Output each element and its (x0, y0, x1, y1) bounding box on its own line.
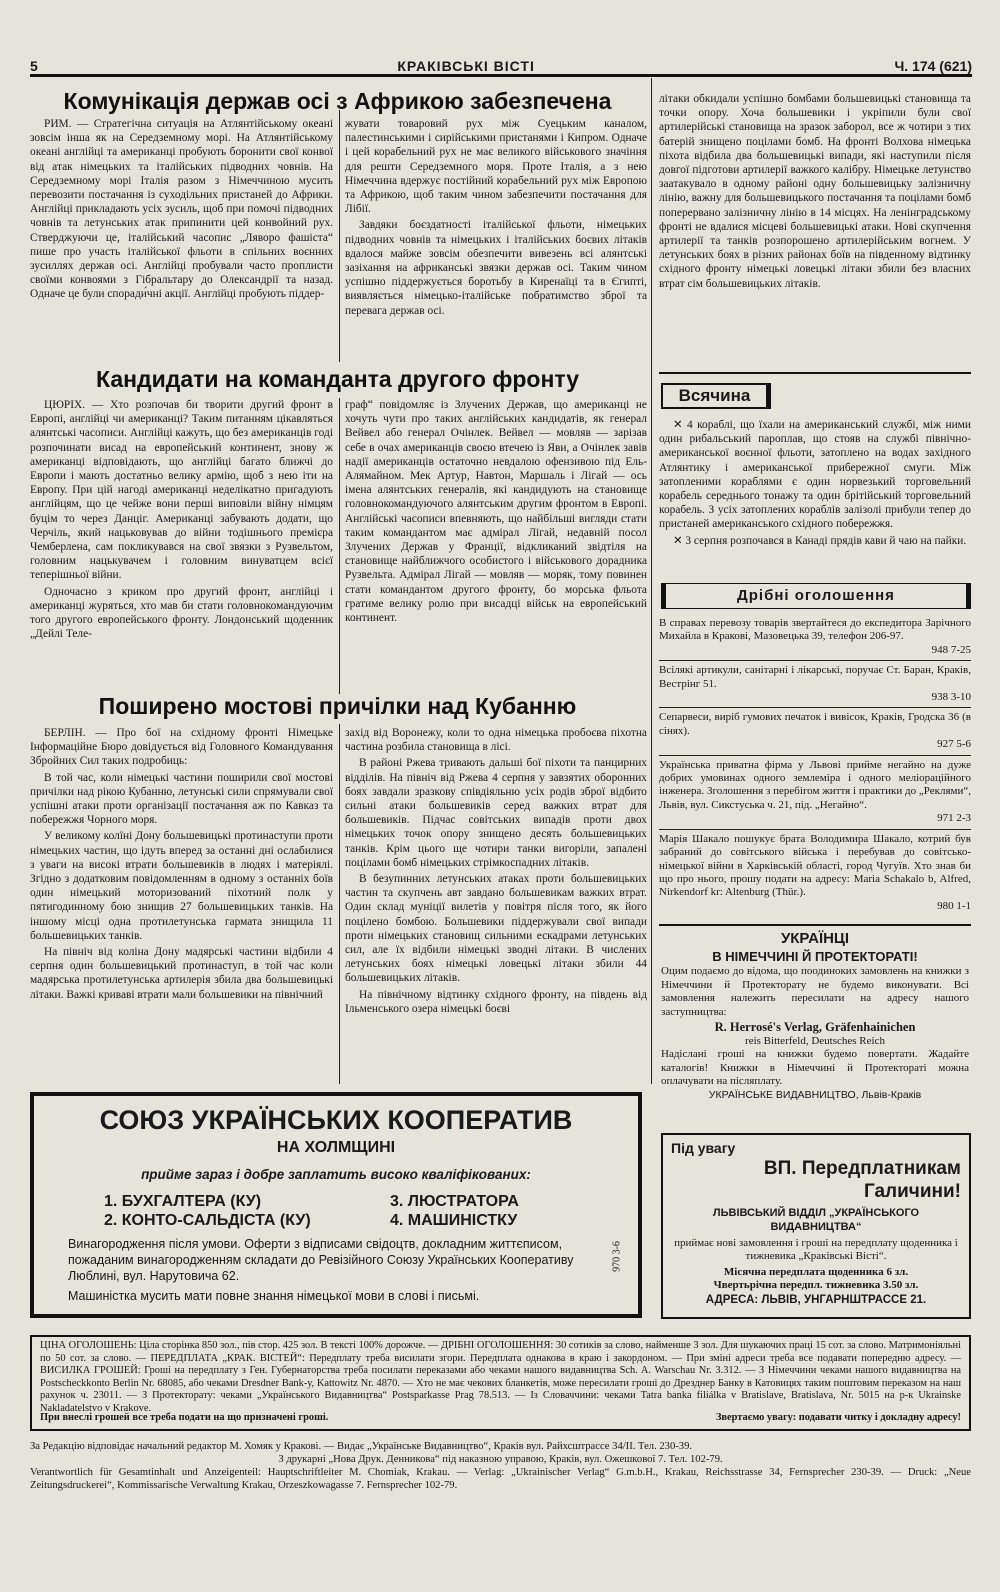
article-text: жувати товаровий рух між Суецьким каналом, палестинськими і сирійськими пристанями і Кипром. Одначе і цей корабельний рух не має великого військового значіння для решти Середземного моря. Проте Італія, а з нею Німеччина вдержує постійний корабельний рух між Европою та Африкою, щоб таким чином забезпечити постачання для Лібії. (345, 118, 647, 216)
ad-body: приймає нові замовлення і гроші на передплату щоденника і тижневика „Краківські Вісті“. (674, 1237, 958, 1262)
classified-ad (659, 708, 971, 755)
classifieds-title: Дрібні оголошення (737, 587, 895, 604)
footer-line: Verantwortlich für Gesamtinhalt und Anzeigenteil: Hauptschriftleiter M. Chomiak, Krakau. — Verlag: „Ukrainischer Verlag“ G.m.b.H., Krakau, Reichsstrasse 34, Fernsprecher 230-39. — Druck: „Neue Zeitungsdruckerei“, Kommissarische Verwaltung Krakau, Orzeszkowagasse 7. Fernsprecher 102-79. (30, 1467, 971, 1491)
article-text: БЕРЛІН. — Про бої на східному фронті Німецьке Інформаційне Бюро довідується від Головного Командування Збройних Сил таких подробиць: (30, 727, 333, 768)
ad-subtitle: НА ХОЛМЩИНІ (276, 1139, 396, 1156)
job-position: 1. БУХГАЛТЕРА (КУ) (104, 1193, 262, 1210)
article-text: Завдяки боєздатності італійської фльоти, німецьких підводних човнів та німецьких і італійських боєвих літаків вдалося майже зовсім обезпечити вивезень всі алянтські зазіхання на африканські звязки держав осі. Таким чином успішно піддержується боротьбу в Киренаїці та в Єгипті, виявляється німецько-італійське побратимство зброї та перевага держав осі. (345, 219, 647, 317)
misc-item: ✕ 3 серпня розпочався в Канаді прядів кави й чаю на пайки. (673, 534, 967, 547)
ad-text: Марія Шакало пошукує брата Володимира Шакало, котрий був забраний до совітського війська і перебував до совітсько-німецької війни в Харківській області, город Чугуїв. Хто знав би що про нього, прошу подати на адресу: Maria Schakalo b, Alfred, Nirkendorf kr: Altenburg (Thür.). (659, 832, 971, 899)
article-text: У великому колїні Дону большевицькі протинаступи проти німецьких частин, що ідуть вперед за останні дні ослабилися з уваги на високі втрати большевиків в людях і матеріялі. Згідно з додатковим повідомленням в одному з останніх боїв один німецький моторизований піхотний полк у пятигодинному бою знищив 27 большевицьких танків. На іншому місці одна протилетунська гармата знищила 11 большевицьких танків. (30, 830, 333, 942)
column-rule (339, 110, 340, 362)
ad-title: СОЮЗ УКРАЇНСЬКИХ КООПЕРАТИВ (99, 1105, 573, 1135)
footer (30, 1440, 971, 1492)
ad-ref: 927 5-6 (937, 738, 971, 751)
ad-ref: 970 3-6 (611, 1241, 623, 1272)
section-rule (659, 372, 971, 374)
job-position: 2. КОНТО-САЛЬДІСТА (КУ) (104, 1212, 311, 1229)
ad-publisher: R. Herrosé's Verlag, Gräfenhainichen (714, 1020, 916, 1034)
section-rule (659, 924, 971, 926)
ad-org: ЛЬВІВСЬКИЙ ВІДДІЛ „УКРАЇНСЬКОГО ВИДАВНИЦТВА“ (712, 1207, 920, 1233)
prices-note-right: Звертаємо увагу: подавати читку і докладну адресу! (715, 1412, 961, 1424)
ad-ref: 980 1-1 (937, 899, 971, 912)
ad-text: Всілякі артикули, санітарні і лікарські, поручає Ст. Баран, Краків, Вестрінг 51. (659, 664, 971, 690)
job-position: 4. МАШИНІСТКУ (390, 1212, 518, 1229)
ad-heading: Галичини! (863, 1181, 961, 1202)
misc-item: ✕ 4 кораблі, що їхали на американський службі, між ними один рибальський пароплав, що стояв на службі північно-американської воєнної фльоти, затоплено на водах західного Атлянтику і американської прибережної смуги. Між затопленими кораблями є один норвезький торговельний корабель середнього тонажу та один брітійський торговельний корабель. З усіх затоплених кораблів залізолі прибули тепер до пристаней американського східного побережжя. (659, 419, 971, 531)
ad-address: АДРЕСА: ЛЬВІВ, УНГАРНШТРАССЕ 21. (705, 1294, 927, 1306)
ad-text: В справах перевозу товарів звертайтеся до експедитора Зарічного Михайла в Кракові, Мазовецька 39, телефон 206-97. (659, 617, 971, 643)
ad-text: Українська приватна фірма у Львові прийме негайно на дуже добрих умовинах одного землеміра і одного меліораційного інженера. Зголошення з перебігом життя і практики до „Реклями“, Львів, вул. Сикстуська ч. 21, під. „Негайно“. (659, 758, 971, 811)
article-column (345, 398, 647, 694)
article-text: літаки обкидали успішно бомбами большевицькі становища та точки опору. Хоча большевики і укріпили були свої артилерійські становища на зразок заборол, все ж чотири з тих батерій знищено поцілами бомб. На фронті Волхова німецька піхота відбила два большевицькі випади, які наступили після довгої підготови артилерії важкого калібру. Німецьке летунство заатакувало в одному районі одну большевицьку залізничну лінію, важну для большевицького постачання та поцілами бомб поперервано залізничну лінію в 14 місцях. На ленінградському фронті не вдалися місцеві большевицькі атаки. Нові скупчення артилерії та танків розпорошено артилерійським вогнем. У летунських боях в різних районах боїв на південному відтинку східного фронту німецькі ловецькі літаки збили без власних втрат сім большевицьких літаків. (659, 93, 971, 290)
article-column (345, 117, 647, 363)
misc-section (659, 418, 971, 568)
article-text: В безупинних летунських атаках проти большевицьких частин та скупчень авт завдано большевикам важких втрат. Один склад муніції вилетів у повітря після того, як його поцілено бомбою. Большевики піддержували свої випади проти німецьких становищ сильними ескадрами летунських сил, але їх відбили німецькі зводні літаки. В числених летунських боях німецькі ловецькі літаки збили 44 большевицьких літаків. (345, 873, 647, 985)
ad-attention: Під увагу (671, 1140, 736, 1156)
ad-body: Винагородження після умови. Оферти з відписами свідоцтв, докладним життєписом, пожаданим винагородженням складати до Ревізійного Союзу Українських Кооперативу Люблині, вул. Нарутовича 62. (68, 1237, 574, 1283)
ad-ref: 971 2-3 (937, 812, 971, 825)
article-headline: Поширено мостові причілки над Кубанню (98, 693, 577, 719)
article-column (30, 726, 333, 1084)
article-headline: Комунікація держав осі з Африкою забезпечена (63, 88, 612, 114)
job-position: 3. ЛЮСТРАТОРА (390, 1193, 519, 1210)
coop-ad (30, 1092, 642, 1318)
ad-body: Оцим подаємо до відома, що поодиноких замовлень на книжки з Німеччини й Протекторату не будемо виконувати. Всі замовлення належить пересилати на адресу нашого заступництва: (661, 965, 969, 1018)
classified-ad (659, 614, 971, 661)
article-text: В той час, коли німецькі частини поширили свої мостові причілки над рікою Кубанню, летунські сили спрямували свої успішні атаки проти організації постачання аж по Кавказ та побережжя Чорного моря. (30, 771, 333, 827)
ad-ref: 938 3-10 (931, 691, 971, 704)
ad-city: reis Bitterfeld, Deutsches Reich (745, 1034, 885, 1047)
footer-line: З друкарні „Нова Друк. Денникова“ під наказною управою, Краків, вул. Ожешкової 7. Тел. 102-79. (278, 1454, 723, 1465)
ukraintsi-ad (661, 930, 969, 1116)
paper-title: КРАКІВСЬКІ ВІСТІ (397, 58, 535, 74)
ad-ref: 948 7-25 (931, 643, 971, 656)
classifieds-header (661, 583, 971, 609)
article-text: В районі Ржева тривають дальші бої піхоти та панцирних відділів. На північ від Ржева 4 серпня у завзятих оборонних боях завдали зразкову співдіяльню усіх родів зброї відбито сильні атаки большевиків серед важких втрат для большевиків. Підчас совітських випадів проти двох німецьких точок опору знищено десять большевицьких танків. Крім цього ще чотири танки вигоріли, запалені поцілами бомб німецьких стрімкоспадних літаків. (345, 757, 647, 869)
ad-price: Чвертьрічна передпл. тижневика 3.50 зл. (713, 1279, 919, 1291)
article-text: На північному відтинку східного фронту, на південь від Ільменського озера німецькі боєві (345, 988, 647, 1015)
issue-number: Ч. 174 (621) (894, 58, 972, 74)
column-rule (651, 78, 652, 1084)
ad-heading: ВП. Передплатникам (763, 1158, 961, 1179)
article-text: захід від Воронежу, коли то одна німецька пробоєва піхотна частина розбила становища в лісі. (345, 727, 647, 754)
ad-body: Надіслані гроші на книжки будемо повертати. Жадайте каталогів! Книжки в Німеччині й Протектораті можна оплачувати на післяплату. (661, 1048, 969, 1087)
article-text: ЦЮРІХ. — Хто розпочав би творити другий фронт в Европі, англійці чи американці? Таким питанням цікавляться алянтські часописи. Англійці кажуть, що без американців годі розпочинати висад на европейський континент, знову ж американці відповідають, що англійці багато ближчі до Европи і мають достатньо велику армію, щоб з нею іти на Европу. При цій нагоді американці неделікатно пригадують англійцям, що це чейже вони перші виповіли війну німцям буцім то через Данціг. Американці забувають додати, що Черчіль, який нацьковував до війни тодішнього премієра Чемберлена, сам покликувався на свої звязки з Рузвельтом, головним нацькувачем і головним винуватцем всієї теперішньої війни. (30, 399, 333, 582)
ad-line: прийме зараз і добре заплатить високо кваліфікованих: (141, 1167, 531, 1182)
subscription-ad (661, 1133, 971, 1319)
article-column (345, 726, 647, 1084)
ad-price: Місячна передплата щоденника 6 зл. (723, 1266, 909, 1278)
masthead (30, 52, 972, 77)
classified-ad (659, 830, 971, 916)
article-text: граф“ повідомляє із Злучених Держав, що американці не хочуть чути про таких англійських кандидатів, як генерал Вейвел або генерал Очінлек. Вейвел — мовляв — зарізав себе в очах американців своєю втечею із Яви, а Очінлек завів надії американців остаточно невдалою офензивою під Ель-Алямайном. Мек Артур, Навтон, Маршаль і Лігай — ось імена алянтських генералів, які кандидують на становище головнокомандуючого алянтським другим фронтом в Европі. Англійські часописи впевняють, що найбільші вигляди стати таким командантом має адмірал Лігай, недавній посол Злучених Держав у Франції, відкликаний звідтіля на становище найближчого особистого і військового дорадника Рузвельта. Адмірал Лігай — мовляв — моряк, тому повинен стати командантом другого фронту, бо морська фльота гратиме велику ролю при висадці військ на европейський континент. (345, 399, 647, 625)
section-title: Всячина (678, 386, 751, 405)
article-column (30, 398, 333, 694)
ad-signature: УКРАЇНСЬКЕ ВИДАВНИЦТВО, Львів-Краків (708, 1088, 922, 1101)
article-text: РИМ. — Стратегічна ситуація на Атлянтійському океані зовсім інша як на Середземному морі. На Атлянтійському океані англійці та американці пробують боронити свої конвої від атак німецьких та італійських підводних човнів. На Середземному морі Італія разом з Німеччиною мусить перевозити постачання із суходільних пристаней до Африки. Англійці прикладають усіх зусиль, щоб при помочі підводних човнів та летунських атак припинити цей конвойний рух. Стверджуючи це, італійський часопис „Лявоpo фашіста“ пише про участь італійської фльоти в спільних воєнних зусиллях держав осі. Англійці пробували часто проплисти своїми конвоями з Гібральтару до Олександрії та назад. Одначе це були споради́чні акції. Англійці пробують піддер- (30, 118, 333, 301)
article-headline: Кандидати на команданта другого фронту (96, 366, 579, 392)
page-number: 5 (30, 58, 38, 74)
classifieds-list (659, 614, 971, 920)
prices-text: ЦІНА ОГОЛОШЕНЬ: Ціла сторінка 850 зол., пів стор. 425 зол. В тексті 100% дорожче. — ДРІБНІ ОГОЛОШЕННЯ: 30 сотиків за слово, найменше 3 зол. Для шукаючих праці 15 сот. за слово. Матримоніяльні по 50 сот. за слово. — ПЕРЕДПЛАТА „КРАК. ВІСТЕЙ“: Передплату треба висилати згори. Передплата однакова в краю і закордоном. — При зміні адреси треба все подавати попередню адресу. — ВИСИЛКА ГРОШЕЙ: Гроші на передплату з Ген. Губернаторства треба посилати переказами або чеками нашого видавництва Sch. A. Warschau Nr. 3.312. — З Німеччини чеками нашого видавництва на Postscheckkonto Berlin Nr. 68085, або чеками Dresdner Bank-у, Kattowitz Nr. 4870. — Хто не має чекових бланкетів, може пересилати гроші до Дрезднер Банку в Катовицях таким поштовим переказом на наш рахунок ч. 23011. — З Протекторату: чеками „Українського Видавництва“ Postsparkasse Prag 78.513. — Із Словаччини: чеками Tatra banka filiálka v Bratislave, Bratislava, Nr. 5015 на р-к Ukrainske Nakladatelstvo v Krakove. (40, 1340, 961, 1414)
ad-text: Сепарвеси, виріб гумових печаток і вивісок, Краків, Гродска 36 (в сінях). (659, 711, 971, 737)
article-continuation (659, 92, 971, 364)
classified-ad (659, 661, 971, 708)
article-text: Одночасно з криком про другий фронт, англійці і американці журяться, хто мав би стати головнокомандуючим того другого европейського фронту. Лондонський щоденник „Дейлі Теле- (30, 585, 333, 641)
article-text: На північ від коліна Дону мадярські частини відбили 4 серпня один большевицький протинаступ, в той час коли мадярська протилетунська артилерія збила два большевицькі літаки. Важкі криваві втрати мали большевики на північний (30, 946, 333, 1001)
article-column (30, 117, 333, 363)
classified-ad (659, 756, 971, 830)
ad-note: Машиністка мусить мати повне знання німецької мови в слові і письмі. (68, 1289, 480, 1303)
footer-line: За Редакцію відповідає начальний редактор М. Хомяк у Кракові. — Видає „Українське Видавництво“, Краків вул. Райхсштрассе 34/ІІ. Тел. 230-39. (30, 1441, 693, 1452)
column-rule (339, 398, 340, 694)
prices-note-left: При внеслі грошей все треба подати на що призначені гроші. (40, 1412, 329, 1424)
section-title-box (661, 383, 771, 409)
column-rule (339, 724, 340, 1084)
ad-subtitle: В НІМЕЧЧИНІ Й ПРОТЕКТОРАТІ! (712, 949, 918, 964)
prices-box (30, 1335, 971, 1431)
ad-title: УКРАЇНЦІ (780, 930, 850, 947)
